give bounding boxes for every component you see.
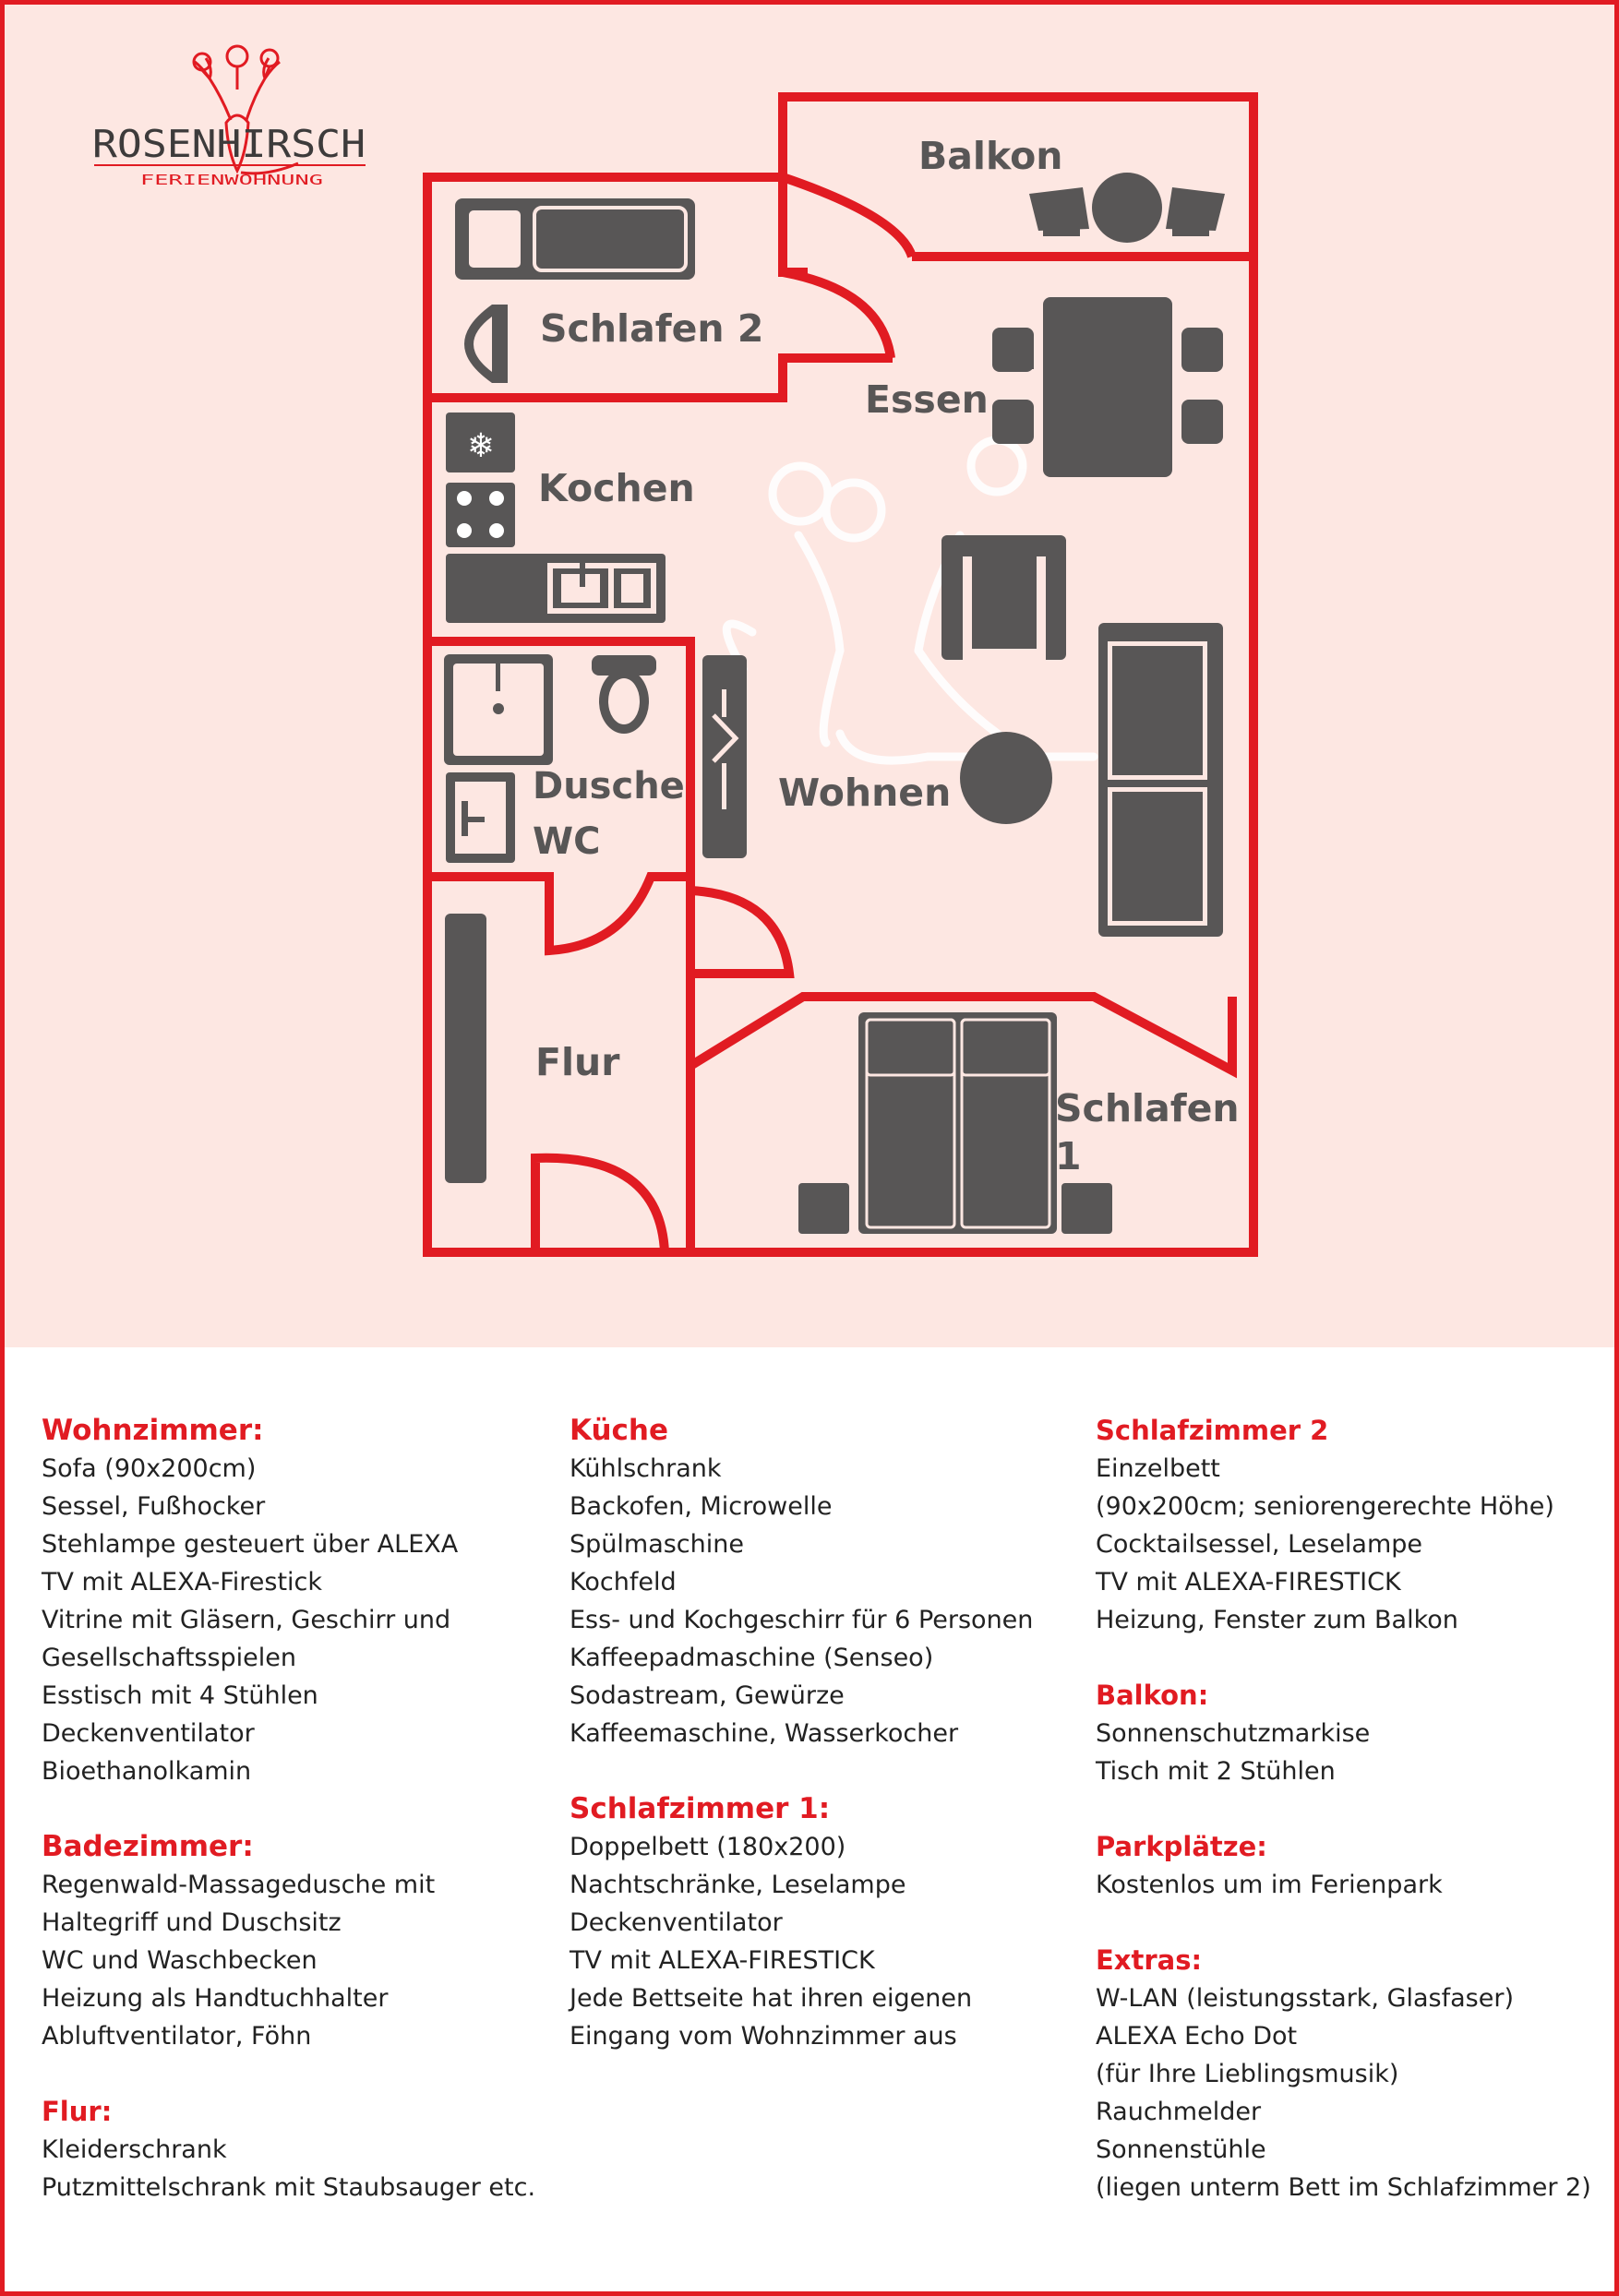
- list-item: W-LAN (leistungsstark, Glasfaser): [1096, 1984, 1514, 2013]
- brand-name: ROSENHIRSCH: [92, 122, 366, 166]
- list-item: Ess- und Kochgeschirr für 6 Personen: [570, 1606, 1034, 1634]
- section-title-badezimmer: Badezimmer:: [42, 1830, 254, 1863]
- list-item: Deckenventilator: [42, 1719, 255, 1748]
- list-item: Sessel, Fußhocker: [42, 1492, 266, 1521]
- column-right: [1096, 1412, 1613, 2206]
- section-title-extras: Extras:: [1096, 1944, 1203, 1976]
- list-wohnzimmer: [42, 1450, 558, 1790]
- list-item: Heizung, Fenster zum Balkon: [1096, 1606, 1458, 1634]
- list-extras: [1096, 1979, 1613, 2206]
- list-item: Abluftventilator, Föhn: [42, 2022, 312, 2051]
- list-item: (für Ihre Lieblingsmusik): [1096, 2060, 1399, 2088]
- list-item: Jede Bettseite hat ihren eigenen: [570, 1984, 973, 2013]
- column-middle: [570, 1412, 1086, 2055]
- list-item: Cocktailsessel, Leselampe: [1096, 1530, 1423, 1559]
- list-item: Backofen, Microwelle: [570, 1492, 833, 1521]
- room-label-essen: Essen: [865, 377, 989, 422]
- list-parkplaetze: [1096, 1866, 1613, 1904]
- floorplan: [5, 5, 1614, 1347]
- list-schlafzimmer2: [1096, 1450, 1613, 1639]
- list-item: Esstisch mit 4 Stühlen: [42, 1681, 318, 1710]
- brand-subtitle: FERIENWOHNUNG: [140, 172, 323, 188]
- list-item: Kochfeld: [570, 1568, 677, 1596]
- list-item: Tisch mit 2 Stühlen: [1096, 1757, 1336, 1786]
- room-label-balkon: Balkon: [918, 134, 1063, 178]
- section-title-schlafzimmer2: Schlafzimmer 2: [1096, 1415, 1329, 1446]
- list-item: Regenwald-Massagedusche mit: [42, 1871, 436, 1899]
- list-item: Rauchmelder: [1096, 2098, 1262, 2126]
- section-title-flur: Flur:: [42, 2096, 113, 2127]
- list-item: (90x200cm; seniorengerechte Höhe): [1096, 1492, 1554, 1521]
- list-item: WC und Waschbecken: [42, 1946, 318, 1975]
- room-label-schlafen1: Schlafen: [1055, 1086, 1240, 1130]
- list-item: Sofa (90x200cm): [42, 1454, 257, 1483]
- list-item: Kühlschrank: [570, 1454, 722, 1483]
- list-item: TV mit ALEXA-FIRESTICK: [570, 1946, 875, 1975]
- room-label-wohnen: Wohnen: [778, 771, 952, 815]
- list-item: Deckenventilator: [570, 1908, 783, 1937]
- room-label-flur: Flur: [535, 1040, 620, 1084]
- list-item: TV mit ALEXA-FIRESTICK: [1096, 1568, 1401, 1596]
- list-badezimmer: [42, 1866, 558, 2055]
- list-item: Spülmaschine: [570, 1530, 744, 1559]
- list-item: Sonnenstühle: [1096, 2135, 1266, 2164]
- list-item: Gesellschaftsspielen: [42, 1644, 297, 1672]
- room-label-schlafen1-number: 1: [1055, 1134, 1082, 1178]
- section-title-kueche: Küche: [570, 1414, 669, 1447]
- logo: [92, 46, 366, 188]
- room-label-kochen: Kochen: [538, 466, 695, 510]
- list-item: TV mit ALEXA-Firestick: [42, 1568, 323, 1596]
- list-balkon: [1096, 1715, 1613, 1790]
- list-item: (liegen unterm Bett im Schlafzimmer 2): [1096, 2173, 1591, 2202]
- list-item: Sonnenschutzmarkise: [1096, 1719, 1371, 1748]
- list-item: Stehlampe gesteuert über ALEXA: [42, 1530, 459, 1559]
- list-item: Kostenlos um im Ferienpark: [1096, 1871, 1443, 1899]
- room-label-schlafen2: Schlafen 2: [540, 306, 764, 351]
- list-item: Eingang vom Wohnzimmer aus: [570, 2022, 957, 2051]
- section-title-wohnzimmer: Wohnzimmer:: [42, 1414, 264, 1447]
- list-item: Vitrine mit Gläsern, Geschirr und: [42, 1606, 451, 1634]
- list-item: Bioethanolkamin: [42, 1757, 252, 1786]
- list-item: ALEXA Echo Dot: [1096, 2022, 1298, 2051]
- list-item: Kaffeemaschine, Wasserkocher: [570, 1719, 959, 1748]
- list-item: Einzelbett: [1096, 1454, 1220, 1483]
- list-kueche: [570, 1450, 1086, 1752]
- list-item: Doppelbett (180x200): [570, 1833, 846, 1861]
- section-title-parkplaetze: Parkplätze:: [1096, 1831, 1267, 1862]
- list-flur: [42, 2131, 558, 2206]
- section-title-schlafzimmer1: Schlafzimmer 1:: [570, 1792, 831, 1825]
- list-item: Nachtschränke, Leselampe: [570, 1871, 906, 1899]
- equipment-lists: [5, 1347, 1614, 2296]
- list-item: Sodastream, Gewürze: [570, 1681, 845, 1710]
- list-item: Kaffeepadmaschine (Senseo): [570, 1644, 934, 1672]
- list-item: Putzmittelschrank mit Staubsauger etc.: [42, 2173, 536, 2202]
- list-item: Kleiderschrank: [42, 2135, 227, 2164]
- svg-text:❄: ❄: [466, 427, 496, 465]
- column-left: [42, 1412, 558, 2206]
- list-item: Haltegriff und Duschsitz: [42, 1908, 342, 1937]
- room-label-dusche: Dusche: [533, 765, 685, 807]
- section-title-balkon: Balkon:: [1096, 1680, 1209, 1711]
- room-label-wc: WC: [533, 820, 601, 863]
- list-schlafzimmer1: [570, 1828, 1086, 2055]
- list-item: Heizung als Handtuchhalter: [42, 1984, 389, 2013]
